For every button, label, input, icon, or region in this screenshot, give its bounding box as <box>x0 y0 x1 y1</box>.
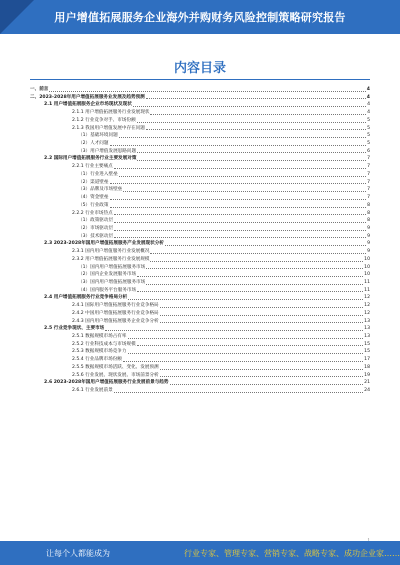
toc-dot-leader <box>146 98 366 99</box>
toc-entry[interactable] <box>30 279 370 287</box>
toc-entry-page: 19 <box>364 372 370 378</box>
toc-entry-page: 9 <box>367 233 370 239</box>
toc-entry-page: 9 <box>367 249 370 255</box>
toc-entry-title: （2）市场驱动层 <box>78 225 114 231</box>
toc-entry[interactable] <box>30 94 370 102</box>
toc-dot-leader <box>110 199 367 200</box>
toc-entry[interactable] <box>30 348 370 356</box>
toc-entry-page: 7 <box>367 187 370 193</box>
toc-entry-page: 8 <box>367 218 370 224</box>
toc-divider <box>30 79 370 80</box>
toc-entry-page: 11 <box>364 279 370 285</box>
toc-entry-title: （3）用户增值发展思路问题 <box>78 148 137 154</box>
toc-entry-title: 一、前言 <box>30 87 49 92</box>
toc-entry-title: 2.5.2 行业科技成本与市场规模 <box>72 341 136 347</box>
toc-entry-page: 7 <box>367 179 370 185</box>
toc-entry-title: （3）技术驱动层 <box>78 233 114 239</box>
toc-dot-leader <box>150 261 363 262</box>
toc-entry-title: 2.2 国际用户增值拓展服务行业主要发展对策 <box>44 156 137 162</box>
toc-entry[interactable] <box>30 171 370 179</box>
toc-entry[interactable] <box>30 294 370 302</box>
report-title: 用户增值拓展服务企业海外并购财务风险控制策略研究报告 <box>54 11 346 24</box>
toc-entry-title: 2.1.2 行业竞争对手、市场份额 <box>72 117 136 123</box>
toc-entry[interactable] <box>30 310 370 318</box>
toc-entry[interactable] <box>30 325 370 333</box>
toc-dot-leader <box>137 276 363 277</box>
toc-entry-page: 10 <box>364 264 370 270</box>
toc-entry[interactable] <box>30 287 370 295</box>
toc-entry-title: 2.6.1 行业发展前景 <box>72 388 113 394</box>
footer-roles: 行业专家、管理专家、营销专家、战略专家、成功企业家…… <box>184 548 400 558</box>
toc-entry-page: 11 <box>364 287 370 293</box>
toc-entry[interactable] <box>30 248 370 256</box>
toc-entry-page: 12 <box>364 295 370 301</box>
toc-entry-title: （1）政策驱动层 <box>78 218 114 224</box>
toc-entry[interactable] <box>30 132 370 140</box>
toc-dot-leader <box>146 284 363 285</box>
toc-entry-page: 4 <box>367 110 370 116</box>
toc-entry-title: （2）渠道壁垒 <box>78 179 109 185</box>
toc-entry-title: 2.6 2023-2028年国用户增值拓展服务行业发展前景与趋势 <box>44 380 169 386</box>
toc-entry-title: 2.5.3 数据规模市场竞争力 <box>72 349 127 355</box>
toc-entry-title: 2.1.3 我国用户增值发展中存在问题 <box>72 125 145 131</box>
toc-entry-page: 18 <box>364 364 370 370</box>
toc-dot-leader <box>110 145 367 146</box>
toc-dot-leader <box>128 299 363 300</box>
toc-entry-page: 7 <box>367 171 370 177</box>
toc-entry-page: 17 <box>364 357 370 363</box>
table-of-contents <box>30 86 370 395</box>
toc-entry[interactable] <box>30 101 370 109</box>
toc-entry-title: 2.5 行业竞争现状、主要市场 <box>44 326 105 332</box>
toc-entry-page: 5 <box>367 125 370 131</box>
toc-entry[interactable] <box>30 194 370 202</box>
toc-entry[interactable] <box>30 210 370 218</box>
toc-dot-leader <box>128 353 364 354</box>
toc-entry-page: 7 <box>367 156 370 162</box>
toc-dot-leader <box>119 176 366 177</box>
toc-entry[interactable] <box>30 333 370 341</box>
toc-entry[interactable] <box>30 364 370 372</box>
footer-banner <box>0 541 400 565</box>
toc-entry[interactable] <box>30 217 370 225</box>
toc-entry-title: 2.2.2 行业市场热点 <box>72 210 113 216</box>
footer-slogan: 让每个人都能成为 <box>46 548 110 558</box>
toc-entry-page: 10 <box>364 256 370 262</box>
toc-entry[interactable] <box>30 356 370 364</box>
toc-dot-leader <box>114 230 366 231</box>
toc-entry[interactable] <box>30 264 370 272</box>
toc-entry[interactable] <box>30 225 370 233</box>
toc-entry[interactable] <box>30 140 370 148</box>
toc-entry-page: 9 <box>367 225 370 231</box>
toc-dot-leader <box>114 237 366 238</box>
toc-dot-leader <box>137 160 366 161</box>
toc-dot-leader <box>146 129 366 130</box>
toc-entry-page: 5 <box>367 141 370 147</box>
toc-dot-leader <box>114 168 366 169</box>
toc-dot-leader <box>137 152 366 153</box>
toc-entry-page: 21 <box>364 380 370 386</box>
toc-dot-leader <box>105 330 363 331</box>
toc-entry-title: （1）基础环境问题 <box>78 133 118 139</box>
toc-entry-page: 8 <box>367 202 370 208</box>
toc-dot-leader <box>133 106 366 107</box>
toc-entry-page: 7 <box>367 195 370 201</box>
toc-entry[interactable] <box>30 86 370 94</box>
toc-dot-leader <box>160 322 363 323</box>
toc-dot-leader <box>150 253 366 254</box>
toc-dot-leader <box>137 291 363 292</box>
toc-dot-leader <box>146 268 363 269</box>
toc-entry-title: （1）国内用户增值拓展服务市场 <box>78 264 146 270</box>
toc-entry-page: 4 <box>367 102 370 108</box>
toc-dot-leader <box>128 338 364 339</box>
toc-entry-page: 5 <box>367 133 370 139</box>
header-banner <box>0 0 400 34</box>
toc-dot-leader <box>119 137 366 138</box>
toc-entry-page: 7 <box>367 164 370 170</box>
toc-dot-leader <box>150 114 366 115</box>
toc-dot-leader <box>123 361 363 362</box>
toc-dot-leader <box>170 384 364 385</box>
toc-entry-title: 2.5.1 数据规模市场占有率 <box>72 334 127 339</box>
toc-dot-leader <box>137 122 366 123</box>
toc-dot-leader <box>160 376 363 377</box>
toc-entry-title: （2）国内企业发展服务市场 <box>78 272 137 278</box>
toc-entry-page: 6 <box>367 148 370 154</box>
toc-dot-leader <box>110 207 367 208</box>
toc-entry[interactable] <box>30 163 370 171</box>
toc-entry[interactable] <box>30 179 370 187</box>
toc-entry-title: （4）国内服务平台服务市场 <box>78 287 137 293</box>
toc-entry[interactable] <box>30 318 370 326</box>
toc-entry[interactable] <box>30 148 370 156</box>
toc-entry-title: （3）品牌及市场壁垒 <box>78 187 123 193</box>
toc-entry-page: 12 <box>364 310 370 316</box>
toc-entry-title: （4）资金壁垒 <box>78 195 109 201</box>
toc-entry-title: 2.5.5 数据规模市场活跃、变化、发展预测 <box>72 364 159 370</box>
toc-entry-page: 9 <box>367 241 370 247</box>
toc-entry-page: 5 <box>367 117 370 123</box>
toc-entry[interactable] <box>30 271 370 279</box>
toc-dot-leader <box>137 345 363 346</box>
toc-entry[interactable] <box>30 233 370 241</box>
toc-entry-page: 15 <box>364 341 370 347</box>
toc-dot-leader <box>165 245 366 246</box>
toc-entry-title: 2.5.4 行业品牌市场份额 <box>72 357 122 363</box>
toc-entry-page: 13 <box>364 334 370 339</box>
toc-entry[interactable] <box>30 125 370 133</box>
toc-entry[interactable] <box>30 256 370 264</box>
toc-entry-page: 13 <box>364 318 370 324</box>
toc-dot-leader <box>160 315 363 316</box>
toc-dot-leader <box>114 214 366 215</box>
toc-entry-title: 2.4.2 中国用户增值拓展服务行业竞争格局 <box>72 310 159 316</box>
toc-entry-title: （1）行业进入壁垒 <box>78 171 118 177</box>
toc-entry-title: 2.3.1 国内用户增值服务行业发展概况 <box>72 249 150 255</box>
toc-entry[interactable] <box>30 109 370 117</box>
toc-entry-title: 2.3 2023-2028年国用户增值拓展服务产业发展现状分析 <box>44 241 164 247</box>
toc-entry-page: 15 <box>364 349 370 355</box>
toc-entry-title: 2.4.1 国际用户增值拓展服务行业竞争格局 <box>72 303 159 309</box>
toc-entry-page: 8 <box>367 210 370 216</box>
toc-dot-leader <box>49 91 365 92</box>
toc-entry[interactable] <box>30 186 370 194</box>
toc-entry[interactable] <box>30 387 370 395</box>
toc-entry-title: 2.5.6 行业发展、现状发展、市场前景分析 <box>72 372 159 378</box>
toc-dot-leader <box>114 392 363 393</box>
toc-dot-leader <box>110 183 367 184</box>
toc-entry-title: 2.1 用户增值拓展服务企业市场现状及现状 <box>44 102 132 108</box>
toc-dot-leader <box>114 222 366 223</box>
toc-entry-title: 2.3.2 用户增值拓展服务行业发展规模 <box>72 256 150 262</box>
toc-entry-page: 10 <box>364 272 370 278</box>
toc-entry-title: （5）行业政策 <box>78 202 109 208</box>
toc-entry-title: （2）人才问题 <box>78 141 109 147</box>
toc-entry[interactable] <box>30 117 370 125</box>
toc-entry[interactable] <box>30 379 370 387</box>
toc-entry-title: 2.4.3 国内用户增值拓展服务企业竞争分析 <box>72 318 159 324</box>
toc-entry-title: 2.4 用户增值拓展服务行业竞争格局分析 <box>44 295 128 301</box>
toc-entry[interactable] <box>30 240 370 248</box>
toc-dot-leader <box>123 191 366 192</box>
toc-entry-page: 24 <box>364 388 370 394</box>
toc-entry[interactable] <box>30 302 370 310</box>
toc-entry[interactable] <box>30 341 370 349</box>
toc-dot-leader <box>160 369 363 370</box>
toc-entry-title: 2.1.1 用户增值拓展服务行业发展现状 <box>72 110 150 116</box>
toc-entry[interactable] <box>30 155 370 163</box>
toc-entry[interactable] <box>30 202 370 210</box>
toc-entry-page: 12 <box>364 303 370 309</box>
toc-heading: 内容目录 <box>173 61 226 76</box>
toc-entry-page: 13 <box>364 326 370 332</box>
toc-entry-page: 4 <box>366 94 370 100</box>
toc-entry[interactable] <box>30 372 370 380</box>
toc-entry-title: 2.2.1 行业主要痛点 <box>72 164 113 170</box>
toc-entry-title: 二、2023-2028年用户增值拓展服务业发展及趋势预测 <box>30 94 145 100</box>
toc-entry-page: 4 <box>366 87 370 92</box>
toc-dot-leader <box>160 307 363 308</box>
toc-entry-title: （3）国内用户增值拓展服务市场 <box>78 279 146 285</box>
